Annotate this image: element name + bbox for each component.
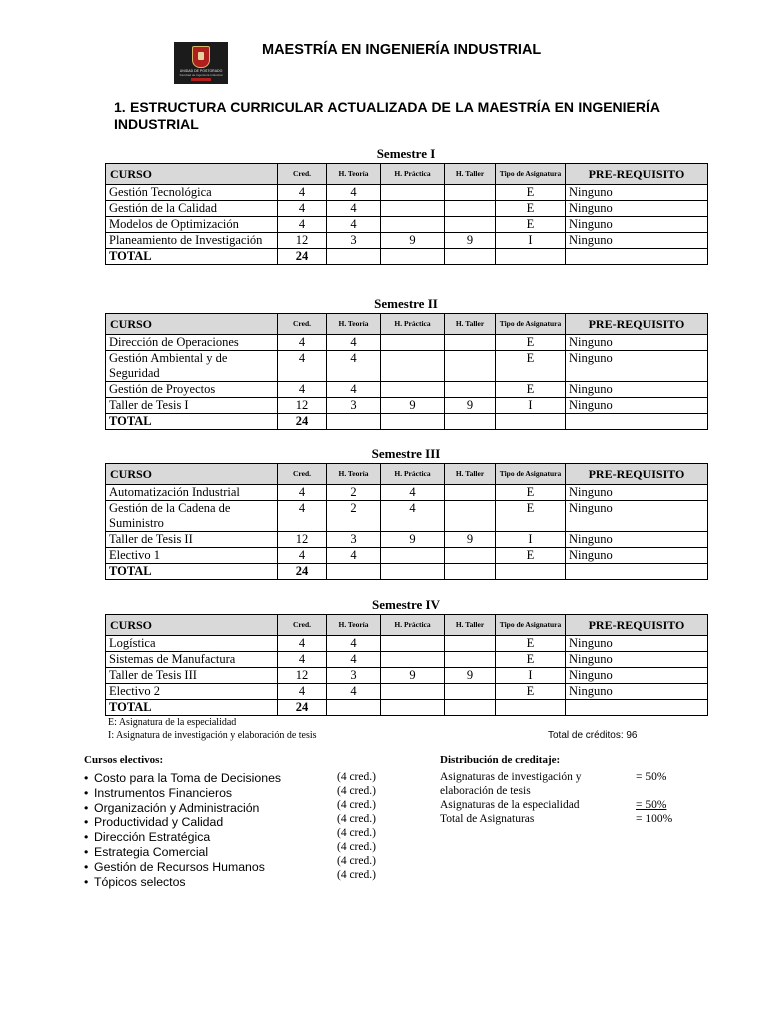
distribution-label: Asignaturas de la especialidad xyxy=(440,799,580,811)
cell-taller xyxy=(445,201,496,217)
cell-taller xyxy=(445,185,496,201)
column-header-teoria: H. Teoría xyxy=(327,464,381,485)
column-header-cred: Cred. xyxy=(278,615,327,636)
distribution-value: = 100% xyxy=(636,813,673,825)
electives-title: Cursos electivos: xyxy=(84,754,164,766)
cell-tipo: E xyxy=(496,382,566,398)
elective-credits: (4 cred.) xyxy=(337,785,376,797)
cell-teoria: 4 xyxy=(327,217,381,233)
semester-title: Semestre II xyxy=(374,296,438,311)
cell-prerequisito: Ninguno xyxy=(566,335,708,351)
legend-e: E: Asignatura de la especialidad xyxy=(108,717,237,728)
bullet-icon: • xyxy=(84,844,89,859)
total-label: TOTAL xyxy=(106,700,278,716)
cell-curso: Modelos de Optimización xyxy=(106,217,278,233)
total-empty-cell xyxy=(327,564,381,580)
cell-taller xyxy=(445,652,496,668)
cell-cred: 12 xyxy=(278,398,327,414)
cell-cred: 4 xyxy=(278,548,327,564)
column-header-tipo: Tipo de Asignatura xyxy=(496,615,566,636)
cell-teoria: 3 xyxy=(327,398,381,414)
cell-teoria: 4 xyxy=(327,335,381,351)
cell-practica: 4 xyxy=(381,485,445,501)
cell-practica xyxy=(381,684,445,700)
cell-prerequisito: Ninguno xyxy=(566,501,708,532)
cell-tipo: I xyxy=(496,532,566,548)
total-label: TOTAL xyxy=(106,564,278,580)
cell-taller xyxy=(445,335,496,351)
elective-item xyxy=(84,845,281,860)
column-header-teoria: H. Teoría xyxy=(327,314,381,335)
cell-teoria: 4 xyxy=(327,185,381,201)
cell-prerequisito: Ninguno xyxy=(566,532,708,548)
cell-taller xyxy=(445,351,496,382)
table-row xyxy=(106,335,708,351)
distribution-title: Distribución de creditaje: xyxy=(440,754,561,766)
table-row xyxy=(106,217,708,233)
cell-prerequisito: Ninguno xyxy=(566,684,708,700)
cell-teoria: 2 xyxy=(327,501,381,532)
column-header-taller: H. Taller xyxy=(445,615,496,636)
bullet-icon: • xyxy=(84,874,89,889)
cell-tipo: E xyxy=(496,201,566,217)
cell-prerequisito: Ninguno xyxy=(566,233,708,249)
total-empty-cell xyxy=(445,564,496,580)
cell-practica xyxy=(381,185,445,201)
elective-name: Gestión de Recursos Humanos xyxy=(94,859,265,874)
elective-credits: (4 cred.) xyxy=(337,855,376,867)
elective-credits: (4 cred.) xyxy=(337,799,376,811)
table-row xyxy=(106,485,708,501)
curriculum-table xyxy=(105,614,708,716)
cell-teoria: 4 xyxy=(327,652,381,668)
cell-cred: 4 xyxy=(278,485,327,501)
elective-name: Costo para la Toma de Decisiones xyxy=(94,771,282,785)
cell-taller xyxy=(445,382,496,398)
elective-credits: (4 cred.) xyxy=(337,813,376,825)
elective-name: Instrumentos Financieros xyxy=(94,785,233,800)
table-row xyxy=(106,233,708,249)
cell-teoria: 4 xyxy=(327,382,381,398)
elective-item xyxy=(84,830,281,845)
cell-tipo: I xyxy=(496,233,566,249)
column-header-prerequisito: PRE-REQUISITO xyxy=(566,314,708,335)
total-credits: Total de créditos: 96 xyxy=(548,730,638,741)
cell-cred: 12 xyxy=(278,668,327,684)
cell-teoria: 4 xyxy=(327,548,381,564)
cell-tipo: E xyxy=(496,684,566,700)
distribution-row xyxy=(440,770,690,798)
cell-practica xyxy=(381,201,445,217)
cell-teoria: 3 xyxy=(327,233,381,249)
cell-curso: Taller de Tesis I xyxy=(106,398,278,414)
table-row xyxy=(106,652,708,668)
column-header-curso: CURSO xyxy=(106,314,278,335)
table-row xyxy=(106,382,708,398)
total-empty-cell xyxy=(381,414,445,430)
cell-curso: Automatización Industrial xyxy=(106,485,278,501)
cell-teoria: 4 xyxy=(327,201,381,217)
total-empty-cell xyxy=(445,249,496,265)
cell-prerequisito: Ninguno xyxy=(566,217,708,233)
cell-curso: Gestión Tecnológica xyxy=(106,185,278,201)
table-row xyxy=(106,684,708,700)
total-row xyxy=(106,564,708,580)
logo-line-2: Facultad de Ingeniería Industrial xyxy=(179,73,223,77)
column-header-practica: H. Práctica xyxy=(381,464,445,485)
total-empty-cell xyxy=(566,249,708,265)
cell-prerequisito: Ninguno xyxy=(566,636,708,652)
total-empty-cell xyxy=(496,414,566,430)
cell-teoria: 3 xyxy=(327,532,381,548)
total-empty-cell xyxy=(566,700,708,716)
elective-item xyxy=(84,860,281,875)
cell-cred: 4 xyxy=(278,201,327,217)
total-empty-cell xyxy=(381,249,445,265)
cell-practica xyxy=(381,217,445,233)
cell-tipo: E xyxy=(496,351,566,382)
cell-tipo: E xyxy=(496,217,566,233)
cell-curso: Logística xyxy=(106,636,278,652)
cell-prerequisito: Ninguno xyxy=(566,382,708,398)
column-header-taller: H. Taller xyxy=(445,164,496,185)
distribution-value: = 50% xyxy=(636,799,667,811)
cell-taller: 9 xyxy=(445,668,496,684)
distribution-label: Total de Asignaturas xyxy=(440,813,535,825)
table-row xyxy=(106,398,708,414)
total-empty-cell xyxy=(496,249,566,265)
cell-tipo: E xyxy=(496,501,566,532)
elective-name: Productividad y Calidad xyxy=(94,815,224,830)
cell-practica: 4 xyxy=(381,501,445,532)
cell-teoria: 4 xyxy=(327,684,381,700)
section-title: 1. ESTRUCTURA CURRICULAR ACTUALIZADA DE LA MAESTRÍA EN INGENIERÍA INDUSTRIAL xyxy=(114,99,660,132)
bullet-icon: • xyxy=(84,785,89,800)
elective-name: Estrategia Comercial xyxy=(94,844,209,859)
table-header-row xyxy=(106,615,708,636)
elective-item xyxy=(84,875,281,890)
cell-cred: 4 xyxy=(278,185,327,201)
semester-title: Semestre IV xyxy=(372,597,440,612)
cell-cred: 4 xyxy=(278,684,327,700)
elective-credits: (4 cred.) xyxy=(337,841,376,853)
total-empty-cell xyxy=(445,414,496,430)
cell-practica xyxy=(381,548,445,564)
total-label: TOTAL xyxy=(106,414,278,430)
cell-cred: 4 xyxy=(278,217,327,233)
cell-curso: Electivo 2 xyxy=(106,684,278,700)
cell-cred: 4 xyxy=(278,382,327,398)
cell-practica: 9 xyxy=(381,668,445,684)
cell-practica: 9 xyxy=(381,532,445,548)
elective-name: Organización y Administración xyxy=(94,800,260,815)
table-row xyxy=(106,548,708,564)
cell-cred: 4 xyxy=(278,652,327,668)
column-header-curso: CURSO xyxy=(106,615,278,636)
column-header-tipo: Tipo de Asignatura xyxy=(496,164,566,185)
cell-prerequisito: Ninguno xyxy=(566,201,708,217)
cell-curso: Gestión de la Calidad xyxy=(106,201,278,217)
column-header-taller: H. Taller xyxy=(445,464,496,485)
elective-credits: (4 cred.) xyxy=(337,869,376,881)
cell-prerequisito: Ninguno xyxy=(566,185,708,201)
column-header-practica: H. Práctica xyxy=(381,314,445,335)
cell-taller: 9 xyxy=(445,532,496,548)
cell-curso: Gestión de la Cadena de Suministro xyxy=(106,501,278,532)
column-header-cred: Cred. xyxy=(278,464,327,485)
cell-practica xyxy=(381,382,445,398)
table-row xyxy=(106,668,708,684)
document-title: MAESTRÍA EN INGENIERÍA INDUSTRIAL xyxy=(262,42,542,58)
column-header-prerequisito: PRE-REQUISITO xyxy=(566,164,708,185)
university-logo xyxy=(174,42,228,84)
cell-practica: 9 xyxy=(381,233,445,249)
cell-taller xyxy=(445,636,496,652)
elective-item xyxy=(84,815,281,830)
cell-tipo: E xyxy=(496,185,566,201)
cell-prerequisito: Ninguno xyxy=(566,351,708,382)
cell-curso: Gestión Ambiental y de Seguridad xyxy=(106,351,278,382)
total-label: TOTAL xyxy=(106,249,278,265)
total-credits-cell: 24 xyxy=(278,414,327,430)
distribution-label: Asignaturas de investigación y elaboración de tesis xyxy=(440,771,582,797)
cell-curso: Electivo 1 xyxy=(106,548,278,564)
column-header-tipo: Tipo de Asignatura xyxy=(496,464,566,485)
cell-curso: Taller de Tesis II xyxy=(106,532,278,548)
elective-item xyxy=(84,771,281,786)
total-empty-cell xyxy=(445,700,496,716)
cell-tipo: E xyxy=(496,636,566,652)
total-credits-cell: 24 xyxy=(278,249,327,265)
curriculum-table xyxy=(105,463,708,580)
cell-teoria: 4 xyxy=(327,636,381,652)
cell-taller xyxy=(445,684,496,700)
total-empty-cell xyxy=(327,700,381,716)
column-header-practica: H. Práctica xyxy=(381,615,445,636)
total-row xyxy=(106,249,708,265)
cell-tipo: E xyxy=(496,652,566,668)
column-header-prerequisito: PRE-REQUISITO xyxy=(566,464,708,485)
column-header-prerequisito: PRE-REQUISITO xyxy=(566,615,708,636)
cell-tipo: E xyxy=(496,548,566,564)
cell-tipo: E xyxy=(496,335,566,351)
cell-cred: 4 xyxy=(278,351,327,382)
cell-taller xyxy=(445,501,496,532)
cell-cred: 4 xyxy=(278,501,327,532)
cell-cred: 4 xyxy=(278,335,327,351)
distribution-table xyxy=(440,770,690,826)
elective-credits: (4 cred.) xyxy=(337,771,376,783)
cell-practica xyxy=(381,636,445,652)
semester-title: Semestre III xyxy=(371,446,441,461)
total-empty-cell xyxy=(381,564,445,580)
column-header-teoria: H. Teoría xyxy=(327,615,381,636)
total-empty-cell xyxy=(566,564,708,580)
table-header-row xyxy=(106,164,708,185)
column-header-cred: Cred. xyxy=(278,314,327,335)
bullet-icon: • xyxy=(84,800,89,815)
elective-item xyxy=(84,786,281,801)
cell-curso: Gestión de Proyectos xyxy=(106,382,278,398)
total-empty-cell xyxy=(327,414,381,430)
cell-prerequisito: Ninguno xyxy=(566,398,708,414)
column-header-taller: H. Taller xyxy=(445,314,496,335)
logo-bar xyxy=(191,78,211,81)
cell-prerequisito: Ninguno xyxy=(566,548,708,564)
total-row xyxy=(106,414,708,430)
cell-cred: 4 xyxy=(278,636,327,652)
electives-credits xyxy=(337,770,376,882)
column-header-tipo: Tipo de Asignatura xyxy=(496,314,566,335)
bullet-icon: • xyxy=(84,815,89,830)
cell-practica: 9 xyxy=(381,398,445,414)
cell-taller: 9 xyxy=(445,398,496,414)
table-row xyxy=(106,532,708,548)
cell-teoria: 3 xyxy=(327,668,381,684)
legend-i: I: Asignatura de investigación y elaboración de tesis xyxy=(108,730,317,741)
total-empty-cell xyxy=(496,700,566,716)
column-header-cred: Cred. xyxy=(278,164,327,185)
table-row xyxy=(106,636,708,652)
cell-curso: Sistemas de Manufactura xyxy=(106,652,278,668)
cell-taller xyxy=(445,548,496,564)
cell-curso: Planeamiento de Investigación xyxy=(106,233,278,249)
distribution-row xyxy=(440,798,690,812)
elective-name: Dirección Estratégica xyxy=(94,830,211,845)
logo-line-1: UNIDAD DE POSTGRADO xyxy=(179,69,223,73)
cell-taller: 9 xyxy=(445,233,496,249)
cell-cred: 12 xyxy=(278,532,327,548)
table-header-row xyxy=(106,464,708,485)
distribution-row xyxy=(440,812,690,826)
cell-teoria: 2 xyxy=(327,485,381,501)
distribution-value: = 50% xyxy=(636,771,667,783)
curriculum-table xyxy=(105,313,708,430)
cell-tipo: I xyxy=(496,398,566,414)
cell-cred: 12 xyxy=(278,233,327,249)
table-row xyxy=(106,185,708,201)
electives-list xyxy=(84,771,281,889)
semester-title: Semestre I xyxy=(376,146,436,161)
shield-icon xyxy=(192,46,210,68)
total-credits-cell: 24 xyxy=(278,700,327,716)
cell-tipo: I xyxy=(496,668,566,684)
elective-item xyxy=(84,801,281,816)
total-empty-cell xyxy=(381,700,445,716)
curriculum-table xyxy=(105,163,708,265)
bullet-icon: • xyxy=(84,771,89,785)
bullet-icon: • xyxy=(84,830,89,845)
cell-curso: Taller de Tesis III xyxy=(106,668,278,684)
cell-practica xyxy=(381,652,445,668)
cell-taller xyxy=(445,217,496,233)
elective-name: Tópicos selectos xyxy=(94,874,186,889)
cell-practica xyxy=(381,335,445,351)
cell-prerequisito: Ninguno xyxy=(566,485,708,501)
total-empty-cell xyxy=(327,249,381,265)
cell-taller xyxy=(445,485,496,501)
total-row xyxy=(106,700,708,716)
table-row xyxy=(106,501,708,532)
cell-curso: Dirección de Operaciones xyxy=(106,335,278,351)
bullet-icon: • xyxy=(84,859,89,874)
column-header-teoria: H. Teoría xyxy=(327,164,381,185)
table-row xyxy=(106,351,708,382)
column-header-curso: CURSO xyxy=(106,464,278,485)
elective-credits: (4 cred.) xyxy=(337,827,376,839)
total-empty-cell xyxy=(566,414,708,430)
column-header-practica: H. Práctica xyxy=(381,164,445,185)
total-credits-cell: 24 xyxy=(278,564,327,580)
column-header-curso: CURSO xyxy=(106,164,278,185)
cell-practica xyxy=(381,351,445,382)
table-row xyxy=(106,201,708,217)
cell-prerequisito: Ninguno xyxy=(566,668,708,684)
cell-prerequisito: Ninguno xyxy=(566,652,708,668)
total-empty-cell xyxy=(496,564,566,580)
cell-teoria: 4 xyxy=(327,351,381,382)
cell-tipo: E xyxy=(496,485,566,501)
table-header-row xyxy=(106,314,708,335)
